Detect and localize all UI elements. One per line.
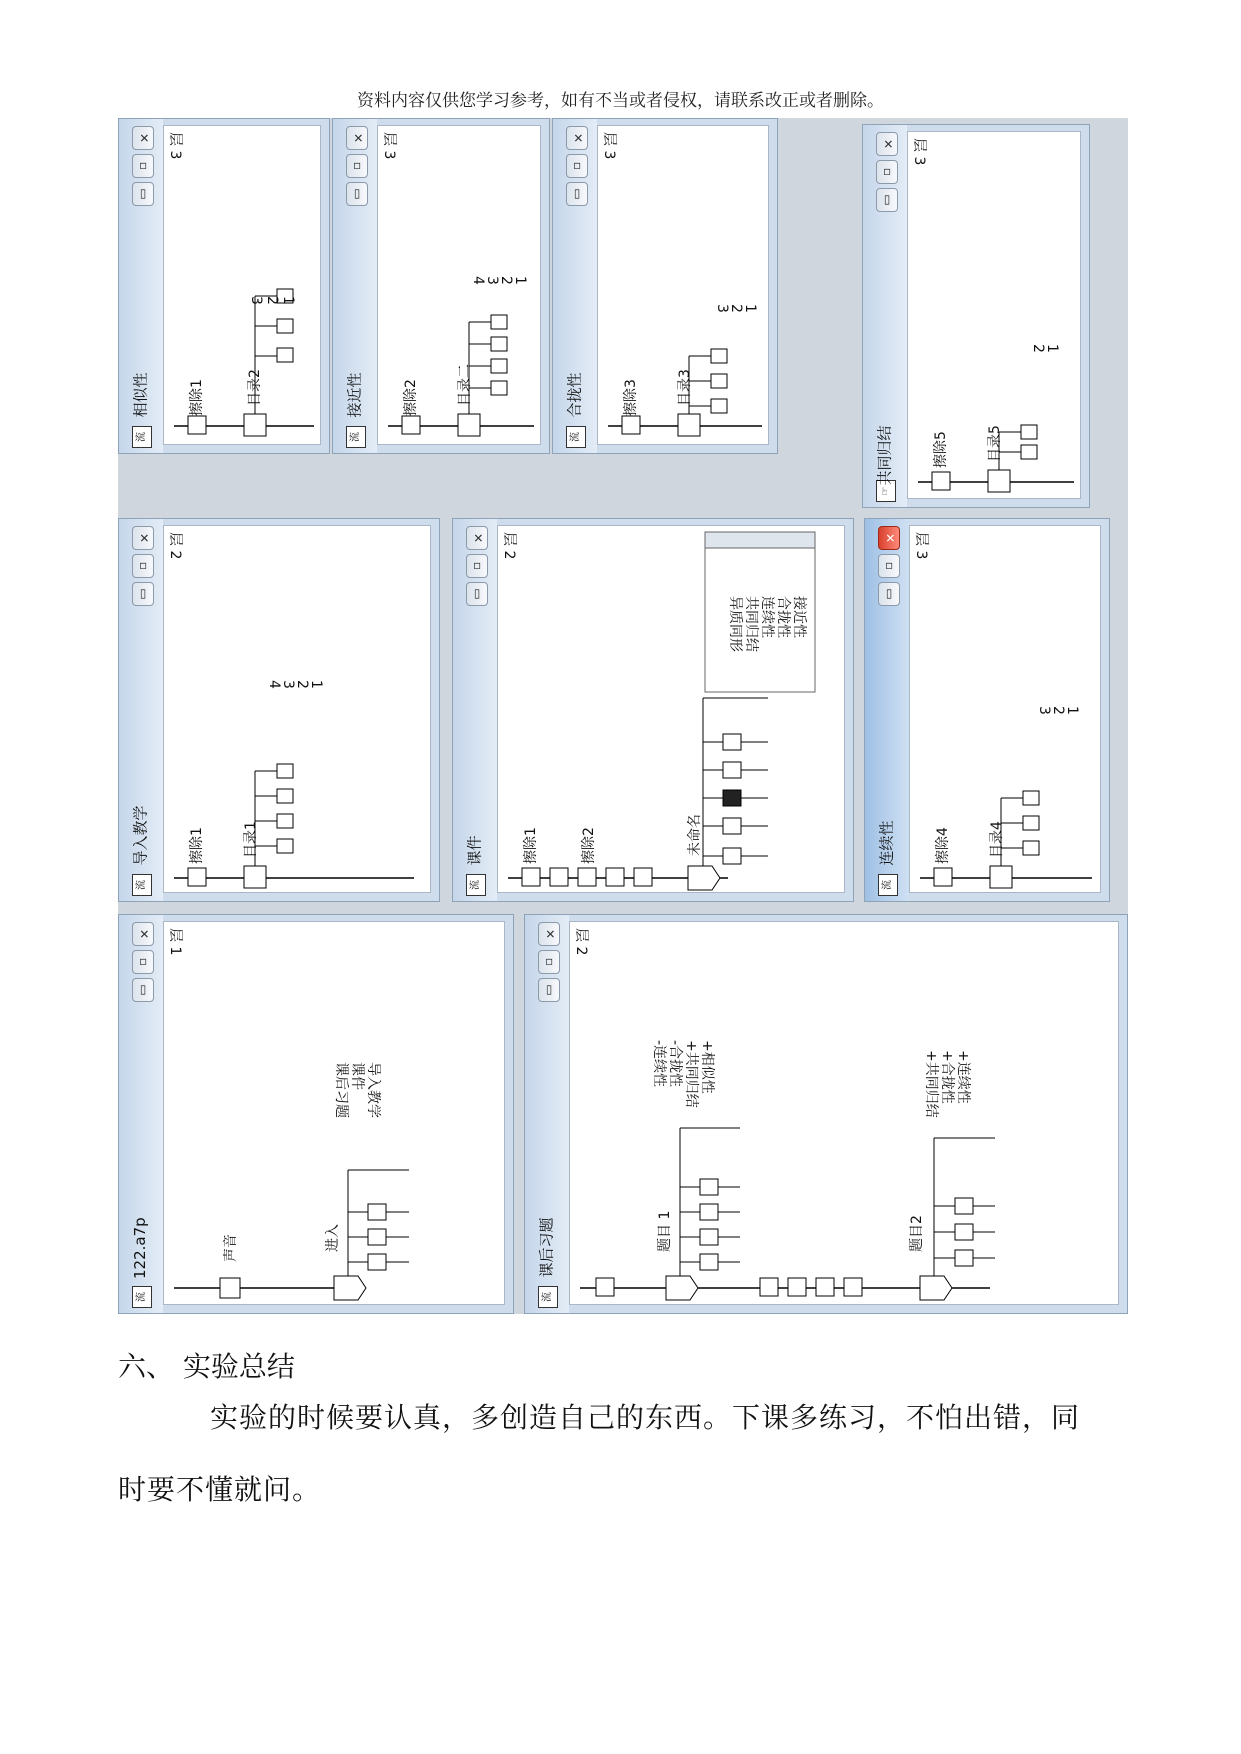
window-lesson[interactable]: ✕ ▫ ▭ 流 课件 层 2 擦除1 擦除2 未命名 接近性 合拢性 连续性 共同归结 异质同形 (452, 518, 854, 902)
restore-icon[interactable]: ▫ (132, 154, 154, 178)
summary-line-1: 实验的时候要认真，多创造自己的东西。下课多练习，不怕出错，同 (210, 1401, 1081, 1434)
restore-icon[interactable]: ▫ (876, 160, 898, 184)
close-icon[interactable]: ✕ (878, 526, 900, 550)
minimize-icon[interactable]: ▭ (132, 978, 154, 1002)
restore-icon[interactable]: ▫ (346, 154, 368, 178)
minimize-icon[interactable]: ▭ (876, 188, 898, 212)
section-heading: 六、 实验总结 (118, 1350, 295, 1383)
window-closure[interactable]: ✕ ▫ ▭ 流 合拢性 层 3 擦除3 目录3 1 2 3 (552, 118, 778, 454)
close-icon[interactable]: ✕ (132, 126, 154, 150)
window-intro-teaching[interactable]: ✕ ▫ ▭ 流 导入教学 层 2 擦除1 目录1 1 2 3 4 (118, 518, 440, 902)
close-icon[interactable]: ✕ (876, 132, 898, 156)
close-icon[interactable]: ✕ (538, 922, 560, 946)
restore-icon[interactable]: ▫ (566, 154, 588, 178)
close-icon[interactable]: ✕ (466, 526, 488, 550)
restore-icon[interactable]: ▫ (878, 554, 900, 578)
flow-canvas: 层 3 擦除1 目录2 1 2 3 (163, 125, 321, 445)
minimize-icon[interactable]: ▭ (132, 182, 154, 206)
summary-line-2: 时要不懂就问。 (118, 1473, 322, 1506)
window-title: 流 相似性 (127, 287, 157, 447)
app-icon: 流 (132, 426, 152, 448)
minimize-icon[interactable]: ▭ (466, 582, 488, 606)
close-icon[interactable]: ✕ (132, 526, 154, 550)
minimize-icon[interactable]: ▭ (132, 582, 154, 606)
restore-icon[interactable]: ▫ (132, 950, 154, 974)
restore-icon[interactable]: ▫ (132, 554, 154, 578)
restore-icon[interactable]: ▫ (466, 554, 488, 578)
layer-label: 层 3 (167, 132, 183, 160)
close-icon[interactable]: ✕ (346, 126, 368, 150)
minimize-icon[interactable]: ▭ (538, 978, 560, 1002)
window-main-flow[interactable]: ✕ ▫ ▭ 流 122.a7p 层 1 声音 进入 导入教学 课件 课后习题 (118, 914, 514, 1314)
close-icon[interactable]: ✕ (566, 126, 588, 150)
page-header: 资料内容仅供您学习参考，如有不当或者侵权，请联系改正或者删除。 (357, 91, 884, 111)
window-continuity[interactable]: ✕ ▫ ▭ 流 连续性 层 3 擦除4 目录4 1 2 3 (864, 518, 1110, 902)
authorware-screenshot (118, 118, 1128, 1314)
window-exercises[interactable]: ✕ ▫ ▭ 流 课后习题 层 2 题目 1 题目2 +相似性 +共同归结 -合拢性 -连续性 +连续性 +合拢性 +共同归结 (524, 914, 1128, 1314)
minimize-icon[interactable]: ▭ (878, 582, 900, 606)
minimize-icon[interactable]: ▭ (346, 182, 368, 206)
minimize-icon[interactable]: ▭ (566, 182, 588, 206)
window-similarity[interactable] (118, 118, 330, 454)
window-common-fate[interactable]: ✕ ▫ ▭ ☞ 共同归结 层 3 擦除5 目录5 1 2 (862, 124, 1090, 508)
restore-icon[interactable]: ▫ (538, 950, 560, 974)
window-proximity[interactable]: ✕ ▫ ▭ 流 接近性 层 3 擦除2 目录二 1 2 3 4 (332, 118, 550, 454)
close-icon[interactable]: ✕ (132, 922, 154, 946)
